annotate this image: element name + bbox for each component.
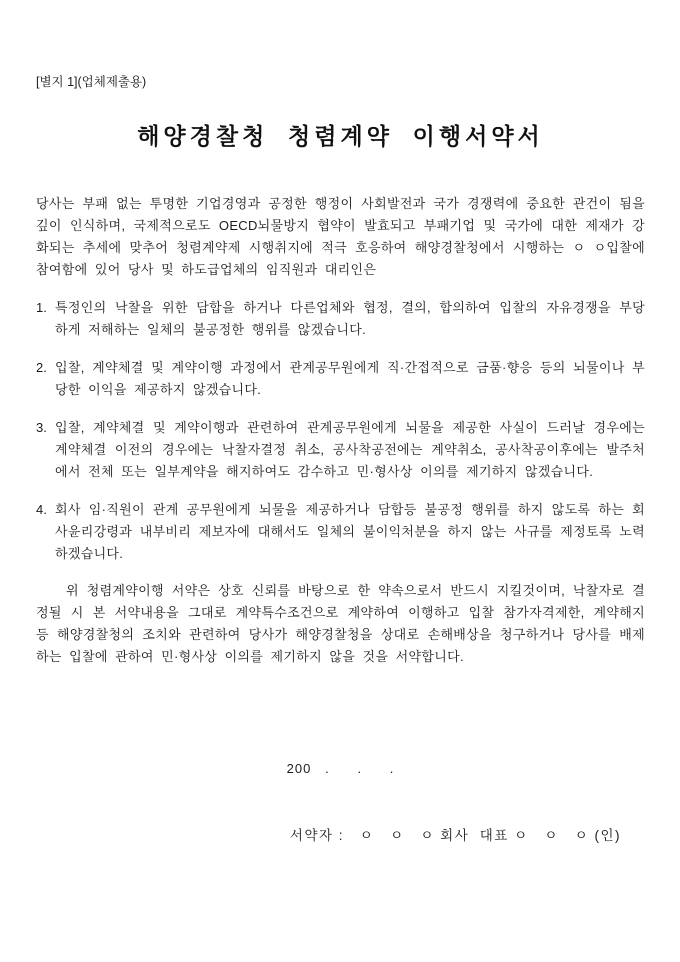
pledge-item-2 — [36, 357, 645, 401]
pledge-item-text: 입찰, 계약체결 및 계약이행 과정에서 관계공무원에게 직·간접적으로 금품·향응 등의 뇌물이나 부당한 이익을 제공하지 않겠습니다. — [55, 360, 645, 397]
pledge-item-3 — [36, 417, 645, 483]
pledge-item-text: 특정인의 낙찰을 위한 담합을 하거나 다른업체와 협정, 결의, 합의하여 입찰의 자유경쟁을 부당하게 저해하는 일체의 불공정한 행위를 않겠습니다. — [55, 300, 645, 337]
pledge-item-text: 입찰, 계약체결 및 계약이행과 관련하여 관계공무원에게 뇌물을 제공한 사실이 드러날 경우에는 계약체결 이전의 경우에는 낙찰자결정 취소, 공사착공전에는 계약취소, 공사착공이후에는 발주처에서 전체 또는 일부계약을 해지하여도 감수하고 민·형사상 이의를 제기하지 않겠습니다. — [55, 420, 645, 479]
page-title: 해양경찰청 청렴계약 이행서약서 — [137, 124, 544, 149]
form-label: [별지 1](업체제출용) — [36, 75, 147, 89]
date-line: 200 . . . — [286, 761, 395, 776]
closing-paragraph: 위 청렴계약이행 서약은 상호 신뢰를 바탕으로 한 약속으로서 반드시 지킬것이며, 낙찰자로 결정될 시 본 서약내용을 그대로 계약특수조건으로 계약하여 이행하고 입찰 참가자격제한, 계약해지 등 해양경찰청의 조치와 관련하여 당사가 해양경찰청을 상대로 손해배상을 청구하거나 당사를 배제하는 입찰에 관하여 민·형사상 이의를 제기하지 않을 것을 서약합니다. — [36, 583, 645, 664]
pledge-item-1 — [36, 297, 645, 341]
intro-paragraph: 당사는 부패 없는 투명한 기업경영과 공정한 행정이 사회발전과 국가 경쟁력에 중요한 관건이 됨을 깊이 인식하며, 국제적으로도 OECD뇌물방지 협약이 발효되고 부패기업 및 국가에 대한 제재가 강화되는 추세에 맞추어 청렴계약제 시행취지에 적극 호응하여 해양경찰청에서 시행하는 ㅇ ㅇ입찰에 참여함에 있어 당사 및 하도급업체의 임직원과 대리인은 — [36, 196, 645, 277]
pledge-item-4 — [36, 499, 645, 565]
pledge-item-number: 4. — [36, 502, 47, 517]
pledge-item-number: 1. — [36, 300, 47, 315]
pledge-list — [36, 297, 645, 565]
pledge-item-number: 2. — [36, 360, 47, 375]
pledge-item-text: 회사 임·직원이 관계 공무원에게 뇌물을 제공하거나 담합등 불공정 행위를 하지 않도록 하는 회사윤리강령과 내부비리 제보자에 대해서도 일체의 불이익처분을 하지 않는 사규를 제정토록 노력하겠습니다. — [55, 502, 645, 561]
pledge-item-number: 3. — [36, 420, 47, 435]
signature-line: 서약자 : ㅇ ㅇ ㅇ 회사 대표 ㅇ ㅇ ㅇ (인) — [289, 828, 621, 843]
